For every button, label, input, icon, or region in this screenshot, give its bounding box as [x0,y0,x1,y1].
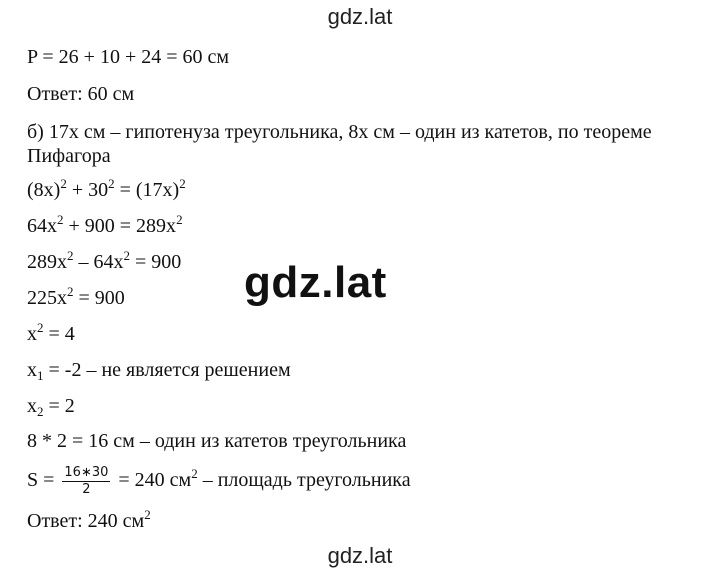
equation-simplified: $225x^2 = 900$ [27,284,125,309]
area-formula-line: S = $\frac{16∗30}{2}$ = 240 $см^2$ – площадь треугольника [27,465,411,497]
root-x1-line: $x_1 = -2$ – не является решением [27,359,291,383]
perimeter-line: P = 26 + 10 + 24 = 60 см [27,46,230,68]
area-fraction: $\frac{16∗30}{2}$ [64,465,109,497]
equation-x-squared: $x^2 = 4$ [27,320,75,345]
leg-length-line: 8 * 2 = 16 см – один из катетов треугольника [27,430,407,452]
problem-b-statement: б) 17х см – гипотенуза треугольника, 8х см – один из катетов, по теореме Пифагора [27,121,652,167]
equation-rearranged: $289x^2 - 64x^2 = 900$ [27,248,182,273]
watermark-bottom: gdz.lat [327,543,393,568]
watermark-center: gdz.lat [244,258,387,307]
watermark-top: gdz.lat [327,4,393,29]
equation-pythagoras: $(8x)^2 + 30^2 = (17x)^2$ [27,176,186,201]
answer-line-2: Ответ: 240 $см^2$ [27,507,151,532]
equation-expanded: $64x^2 + 900 = 289x^2$ [27,212,183,237]
root-x2-line: $x_2 = 2$ [27,395,75,419]
answer-line-1: Ответ: 60 см [27,83,135,105]
